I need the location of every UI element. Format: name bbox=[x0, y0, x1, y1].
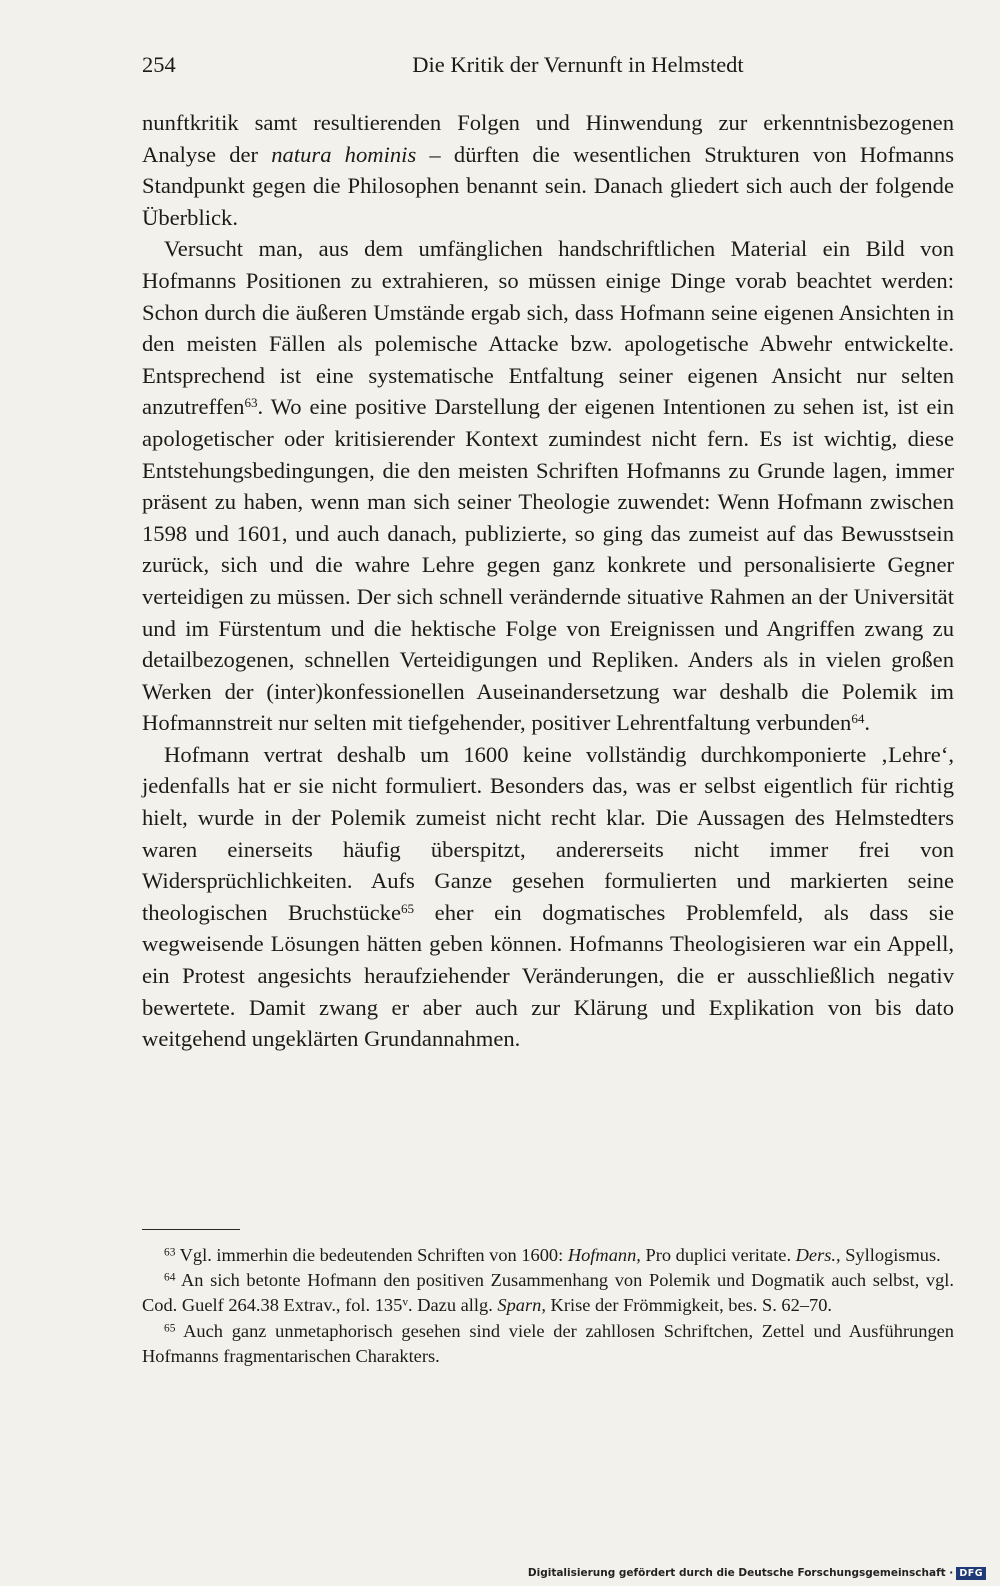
footnote-number: 64 bbox=[164, 1271, 176, 1284]
footnote-number: 65 bbox=[164, 1321, 176, 1334]
footnote-divider bbox=[142, 1229, 240, 1230]
paragraph-1: nunftkritik samt resultierenden Folgen und Hinwendung zur erkenntnisbezogenen Analyse der natura hominis – dürften die wesentlichen Strukturen von Hofmanns Standpunkt gegen die Philosophen benannt sein. Danach gliedert sich auch der folgende Überblick. bbox=[142, 110, 954, 230]
running-header bbox=[142, 52, 954, 86]
footnote-ref-64[interactable]: 64 bbox=[851, 711, 865, 727]
author-name: Hofmann, bbox=[567, 1245, 641, 1265]
emphasis-natura-hominis: natura hominis bbox=[271, 141, 417, 167]
digitization-credit bbox=[528, 1564, 986, 1582]
credit-text: Digitalisierung gefördert durch die Deutsche Forschungsgemeinschaft · bbox=[527, 1567, 954, 1579]
running-title: Die Kritik der Vernunft in Helmstedt bbox=[412, 52, 744, 77]
footnote-64: $^{64}$ An sich betonte Hofmann den positiven Zusammenhang von Polemik und Dogmatik auch selbst, vgl. Cod. Guelf 264.38 Extrav., fol. 135$^v$. Dazu allg. Sparn, Krise der Frömmigkeit, bes. S. 62–70. bbox=[142, 1270, 954, 1316]
footnote-number: 63 bbox=[164, 1246, 176, 1259]
footnote-ref-65[interactable]: 65 bbox=[401, 900, 415, 916]
footnote-63: $^{63}$ Vgl. immerhin die bedeutenden Schriften von 1600: Hofmann, Pro duplici veritate. Ders., Syllogismus. bbox=[164, 1245, 941, 1265]
dfg-logo: DFG bbox=[956, 1567, 986, 1580]
page-number: 254 bbox=[142, 52, 176, 77]
author-name: Sparn, bbox=[497, 1295, 546, 1316]
folio-verso: v bbox=[402, 1296, 409, 1309]
footnote-65: $^{65}$ Auch ganz unmetaphorisch gesehen sind viele der zahllosen Schriftchen, Zettel und Ausführungen Hofmanns fragmentarischen Charakters. bbox=[142, 1320, 954, 1366]
author-name: Ders., bbox=[795, 1245, 841, 1265]
footnote-ref-63[interactable]: 63 bbox=[244, 395, 258, 411]
paragraph-2: Versucht man, aus dem umfänglichen handschriftlichen Material ein Bild von Hofmanns Positionen zu extrahieren, so müssen einige Dinge vorab beachtet werden: Schon durch die äußeren Umstände ergab sich, dass Hofmann seine eigenen Ansichten in den meisten Fällen als polemische Attacke bzw. apologetische Abwehr entwickelte. Entsprechend ist eine systematische Entfaltung seiner eigenen Ansicht nur selten anzutreffen$^{63}$. Wo eine positive Darstellung der eigenen Intentionen zu sehen ist, ist ein apologetischer oder kritisierender Kontext zumindest nicht fern. Es ist wichtig, diese Entstehungsbedingungen, die den meisten Schriften Hofmanns zu Grunde lagen, immer präsent zu haben, wenn man sich seiner Theologie zuwendet: Wenn Hofmann zwischen 1598 und 1601, und auch danach, publizierte, so ging das zumeist auf das Bewusstsein zurück, sich und die wahre Lehre gegen ganz konkrete und personalisierte Gegner verteidigen zu müssen. Der sich schnell verändernde situative Rahmen an der Universität und im Fürstentum und die hektische Folge von Ereignissen und Angriffen zwang zu detailbezogenen, schnellen Verteidigungen und Repliken. Anders als in vielen großen Werken der (inter)konfessionellen Auseinandersetzung war deshalb die Polemik im Hofmannstreit nur selten mit tiefgehender, positiver Lehrentfaltung verbunden$^{64}$. bbox=[142, 236, 954, 736]
paragraph-3: Hofmann vertrat deshalb um 1600 keine vollständig durchkomponierte ‚Lehre‘, jedenfalls hat er sie nicht formuliert. Besonders das, was er selbst eigentlich für richtig hielt, wurde in der Polemik zumeist nicht recht klar. Die Aussagen des Helmstedters waren einerseits häufig überspitzt, andererseits nicht immer frei von Widersprüchlichkeiten. Aufs Ganze gesehen formulierten und markierten seine theologischen Bruchstücke$^{65}$ eher ein dogmatisches Problemfeld, als dass sie wegweisende Lösungen hätten geben können. Hofmanns Theologisieren war ein Appell, ein Protest angesichts heraufziehender Veränderungen, die er ausschließlich negativ bewertete. Damit zwang er aber auch zur Klärung und Explikation von bis dato weitgehend ungeklärten Grundannahmen. bbox=[142, 741, 954, 1052]
footnotes bbox=[142, 1243, 954, 1369]
main-text bbox=[142, 107, 954, 1055]
